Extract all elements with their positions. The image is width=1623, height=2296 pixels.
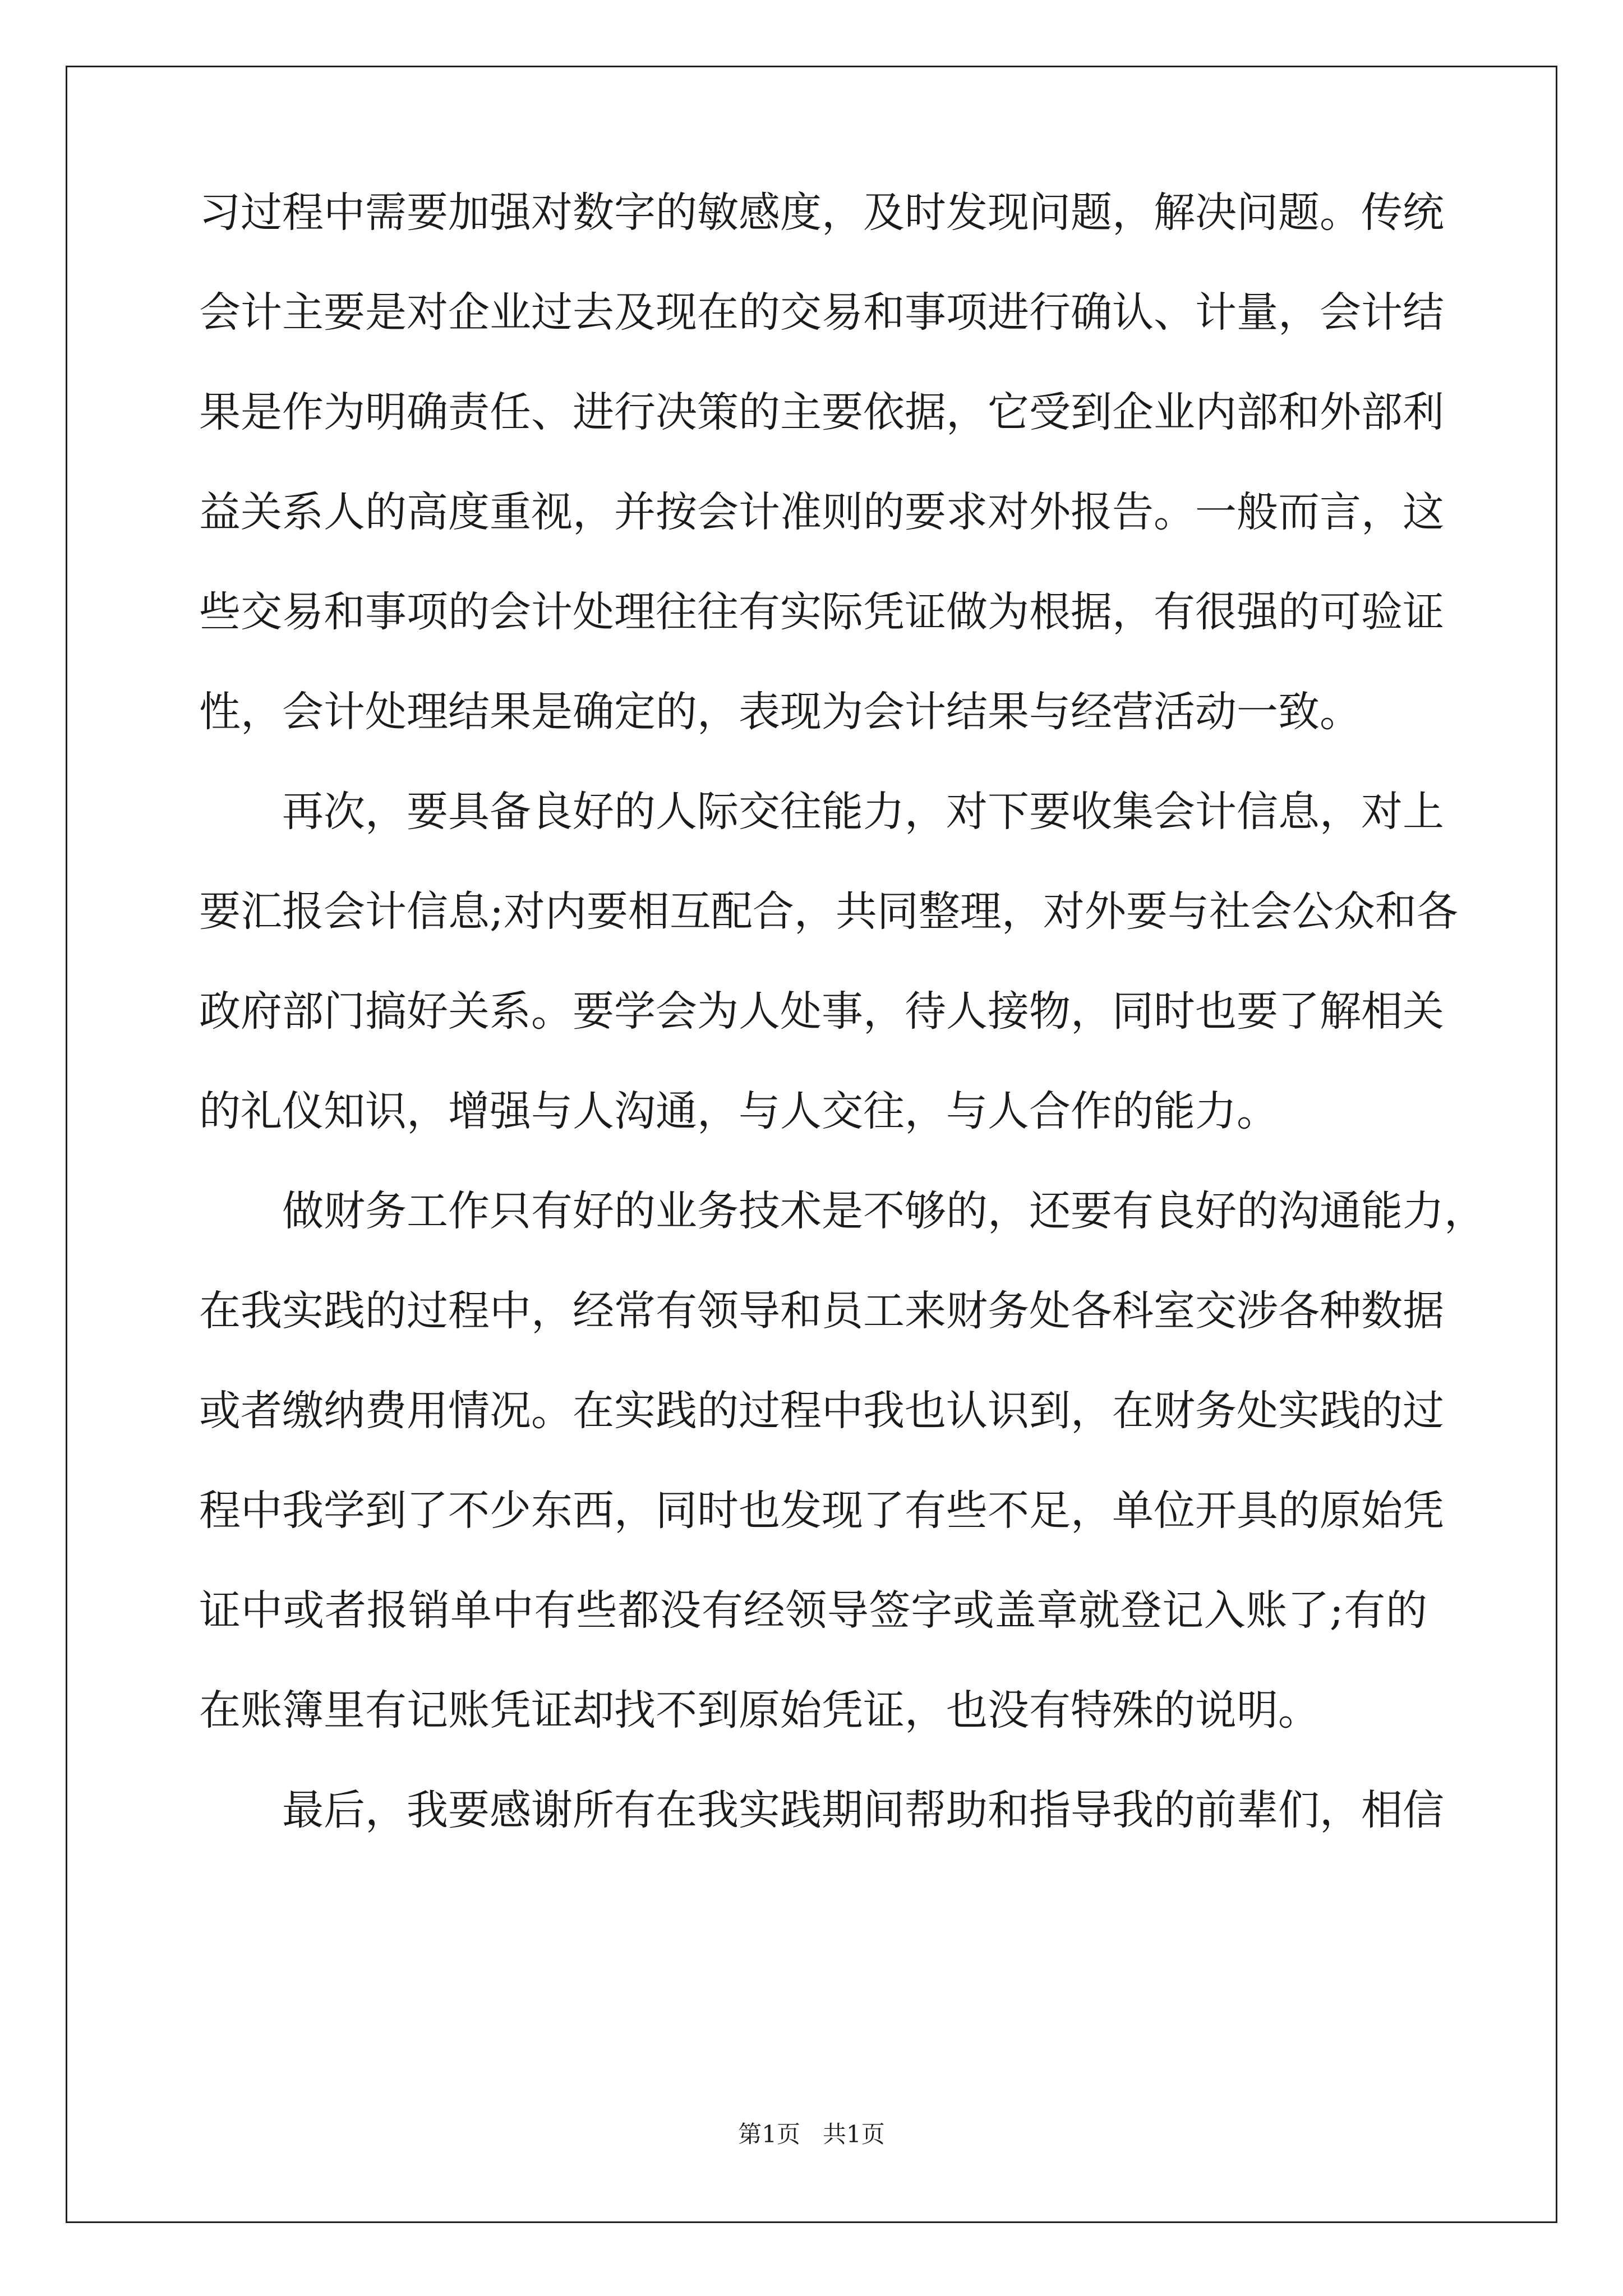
- text-line: 最后，我要感谢所有在我实践期间帮助和指导我的前辈们，相信: [282, 1786, 1444, 1834]
- text-line: 或者缴纳费用情况。在实践的过程中我也认识到，在财务处实践的过: [199, 1387, 1444, 1435]
- text-line: 政府部门搞好关系。要学会为人处事，待人接物，同时也要了解相关: [199, 987, 1444, 1036]
- text-line: 要汇报会计信息;对内要相互配合，共同整理，对外要与社会公众和各: [199, 887, 1458, 936]
- text-line: 在账簿里有记账凭证却找不到原始凭证，也没有特殊的说明。: [199, 1686, 1320, 1734]
- text-line: 的礼仪知识，增强与人沟通，与人交往，与人合作的能力。: [199, 1087, 1278, 1135]
- text-line: 证中或者报销单中有些都没有经领导签字或盖章就登记入账了;有的: [199, 1586, 1427, 1635]
- text-line: 习过程中需要加强对数字的敏感度，及时发现问题，解决问题。传统: [199, 188, 1444, 237]
- text-line: 再次，要具备良好的人际交往能力，对下要收集会计信息，对上: [282, 788, 1444, 836]
- text-line: 性，会计处理结果是确定的，表现为会计结果与经营活动一致。: [199, 688, 1361, 736]
- text-line: 做财务工作只有好的业务技术是不够的，还要有良好的沟通能力，: [282, 1187, 1486, 1235]
- document-body: [199, 163, 1486, 1860]
- text-line: 些交易和事项的会计处理往往有实际凭证做为根据，有很强的可验证: [199, 588, 1444, 636]
- text-line: 果是作为明确责任、进行决策的主要依据，它受到企业内部和外部利: [199, 388, 1444, 436]
- text-line: 在我实践的过程中，经常有领导和员工来财务处各科室交涉各种数据: [199, 1287, 1444, 1335]
- text-line: 程中我学到了不少东西，同时也发现了有些不足，单位开具的原始凭: [199, 1487, 1444, 1535]
- text-line: 益关系人的高度重视，并按会计准则的要求对外报告。一般而言，这: [199, 488, 1444, 536]
- page-footer: 第1页 共1页: [738, 2120, 885, 2148]
- text-line: 会计主要是对企业过去及现在的交易和事项进行确认、计量，会计结: [199, 288, 1444, 337]
